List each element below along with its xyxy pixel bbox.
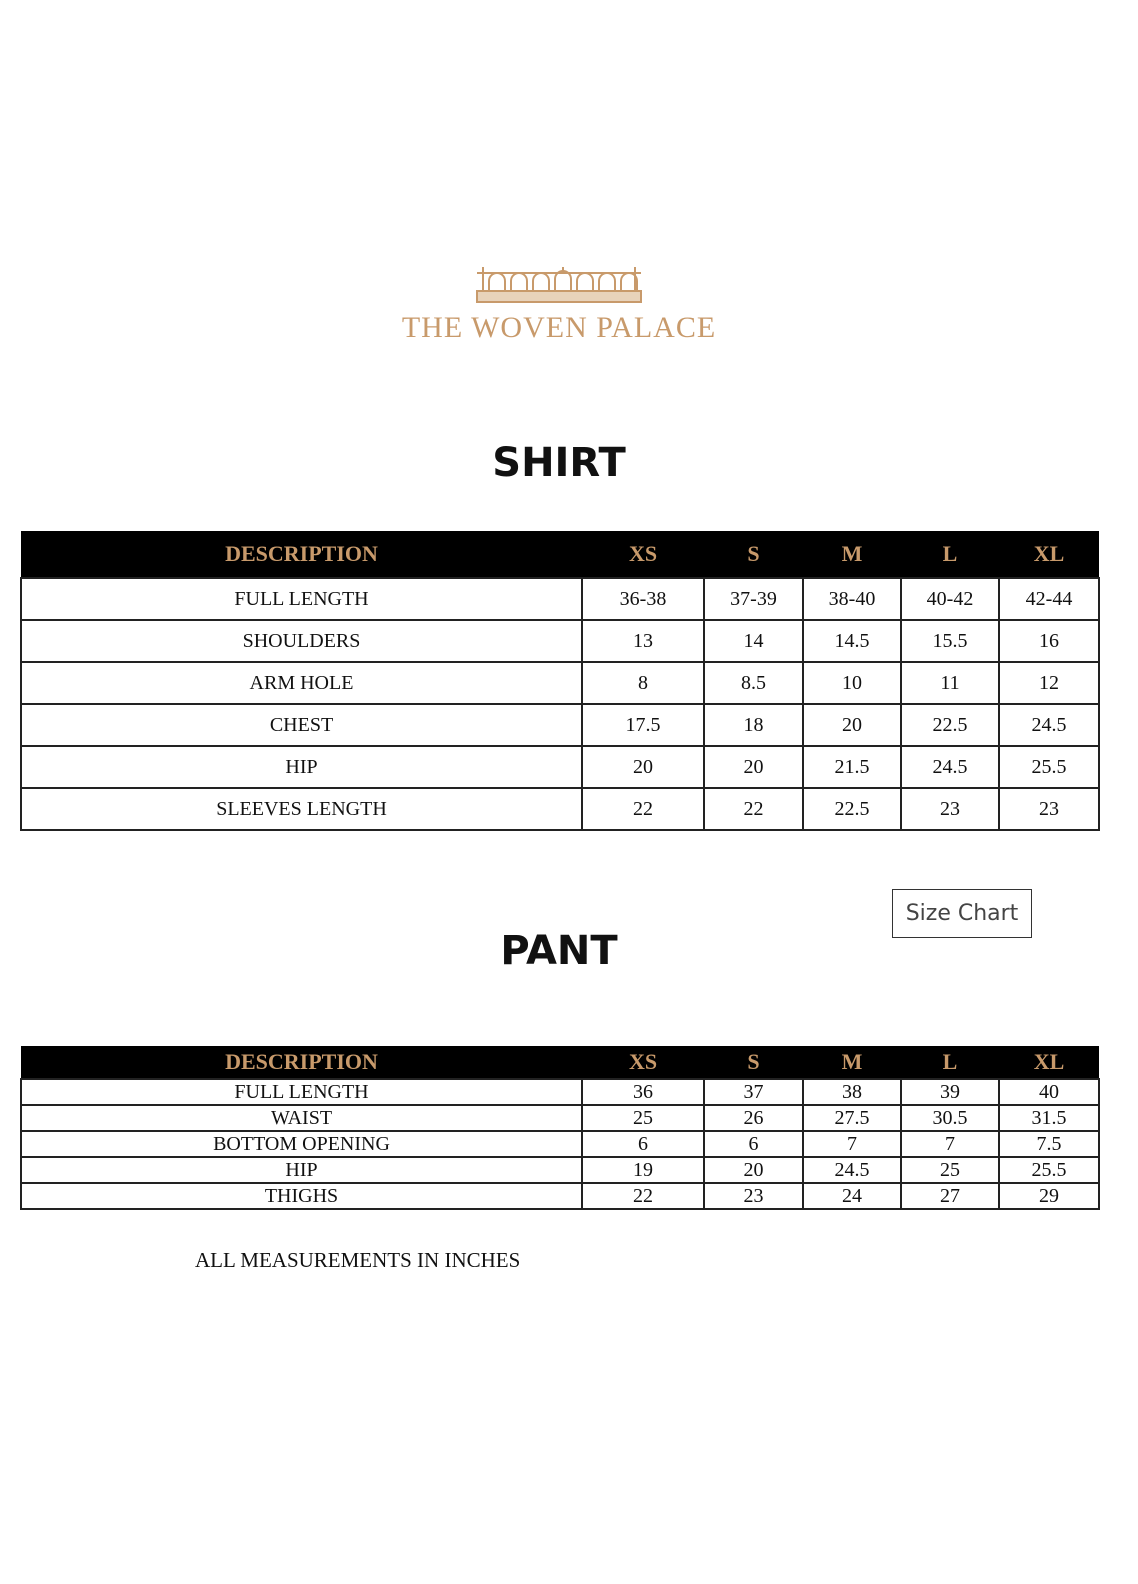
row-label: HIP bbox=[21, 746, 582, 788]
cell-s: 22 bbox=[704, 788, 803, 830]
cell-xs: 8 bbox=[582, 662, 704, 704]
cell-l: 23 bbox=[901, 788, 999, 830]
cell-l: 7 bbox=[901, 1131, 999, 1157]
row-label: CHEST bbox=[21, 704, 582, 746]
cell-xl: 12 bbox=[999, 662, 1099, 704]
pant-size-table bbox=[20, 1046, 1100, 1210]
cell-xl: 7.5 bbox=[999, 1131, 1099, 1157]
cell-s: 37 bbox=[704, 1079, 803, 1105]
cell-s: 20 bbox=[704, 746, 803, 788]
cell-xs: 19 bbox=[582, 1157, 704, 1183]
cell-s: 26 bbox=[704, 1105, 803, 1131]
cell-m: 24.5 bbox=[803, 1157, 901, 1183]
cell-xl: 16 bbox=[999, 620, 1099, 662]
table-row bbox=[21, 662, 1099, 704]
table-row bbox=[21, 1131, 1099, 1157]
cell-xl: 40 bbox=[999, 1079, 1099, 1105]
header-xs: XS bbox=[582, 531, 704, 578]
table-row bbox=[21, 1079, 1099, 1105]
table-row bbox=[21, 1157, 1099, 1183]
shirt-size-table bbox=[20, 531, 1100, 831]
cell-s: 18 bbox=[704, 704, 803, 746]
row-label: FULL LENGTH bbox=[21, 578, 582, 620]
palace-emblem-icon bbox=[475, 265, 643, 305]
header-m: M bbox=[803, 531, 901, 578]
cell-xs: 36 bbox=[582, 1079, 704, 1105]
cell-m: 21.5 bbox=[803, 746, 901, 788]
cell-l: 30.5 bbox=[901, 1105, 999, 1131]
cell-s: 37-39 bbox=[704, 578, 803, 620]
table-row bbox=[21, 788, 1099, 830]
header-description: DESCRIPTION bbox=[21, 531, 582, 578]
header-m: M bbox=[803, 1046, 901, 1079]
cell-m: 14.5 bbox=[803, 620, 901, 662]
cell-xs: 22 bbox=[582, 1183, 704, 1209]
cell-m: 22.5 bbox=[803, 788, 901, 830]
header-xl: XL bbox=[999, 1046, 1099, 1079]
brand-name: THE WOVEN PALACE bbox=[401, 311, 717, 344]
cell-xl: 23 bbox=[999, 788, 1099, 830]
measurement-note: ALL MEASUREMENTS IN INCHES bbox=[195, 1248, 521, 1272]
table-header-row bbox=[21, 531, 1099, 578]
header-xs: XS bbox=[582, 1046, 704, 1079]
cell-xl: 25.5 bbox=[999, 746, 1099, 788]
cell-m: 24 bbox=[803, 1183, 901, 1209]
table-row bbox=[21, 704, 1099, 746]
table-row bbox=[21, 1183, 1099, 1209]
header-description: DESCRIPTION bbox=[21, 1046, 582, 1079]
cell-xl: 42-44 bbox=[999, 578, 1099, 620]
cell-m: 10 bbox=[803, 662, 901, 704]
cell-xs: 20 bbox=[582, 746, 704, 788]
table-row bbox=[21, 620, 1099, 662]
cell-m: 38 bbox=[803, 1079, 901, 1105]
header-xl: XL bbox=[999, 531, 1099, 578]
cell-l: 24.5 bbox=[901, 746, 999, 788]
row-label: ARM HOLE bbox=[21, 662, 582, 704]
table-row bbox=[21, 1105, 1099, 1131]
cell-l: 27 bbox=[901, 1183, 999, 1209]
table-row bbox=[21, 746, 1099, 788]
cell-xl: 24.5 bbox=[999, 704, 1099, 746]
cell-xl: 29 bbox=[999, 1183, 1099, 1209]
cell-xl: 25.5 bbox=[999, 1157, 1099, 1183]
cell-l: 40-42 bbox=[901, 578, 999, 620]
cell-s: 20 bbox=[704, 1157, 803, 1183]
size-chart-button[interactable]: Size Chart bbox=[892, 889, 1032, 938]
row-label: SHOULDERS bbox=[21, 620, 582, 662]
cell-l: 22.5 bbox=[901, 704, 999, 746]
row-label: SLEEVES LENGTH bbox=[21, 788, 582, 830]
row-label: HIP bbox=[21, 1157, 582, 1183]
table-header-row bbox=[21, 1046, 1099, 1079]
row-label: THIGHS bbox=[21, 1183, 582, 1209]
cell-m: 20 bbox=[803, 704, 901, 746]
shirt-title: SHIRT bbox=[492, 440, 626, 486]
cell-s: 6 bbox=[704, 1131, 803, 1157]
cell-xs: 22 bbox=[582, 788, 704, 830]
cell-l: 11 bbox=[901, 662, 999, 704]
cell-m: 7 bbox=[803, 1131, 901, 1157]
cell-s: 8.5 bbox=[704, 662, 803, 704]
header-l: L bbox=[901, 531, 999, 578]
cell-xs: 36-38 bbox=[582, 578, 704, 620]
cell-xs: 17.5 bbox=[582, 704, 704, 746]
cell-xl: 31.5 bbox=[999, 1105, 1099, 1131]
cell-s: 14 bbox=[704, 620, 803, 662]
row-label: WAIST bbox=[21, 1105, 582, 1131]
brand-logo bbox=[0, 265, 1118, 345]
table-row bbox=[21, 578, 1099, 620]
cell-m: 27.5 bbox=[803, 1105, 901, 1131]
row-label: FULL LENGTH bbox=[21, 1079, 582, 1105]
cell-l: 39 bbox=[901, 1079, 999, 1105]
cell-l: 25 bbox=[901, 1157, 999, 1183]
cell-xs: 25 bbox=[582, 1105, 704, 1131]
row-label: BOTTOM OPENING bbox=[21, 1131, 582, 1157]
pant-title: PANT bbox=[500, 928, 618, 974]
cell-l: 15.5 bbox=[901, 620, 999, 662]
cell-xs: 6 bbox=[582, 1131, 704, 1157]
cell-s: 23 bbox=[704, 1183, 803, 1209]
header-l: L bbox=[901, 1046, 999, 1079]
header-s: S bbox=[704, 1046, 803, 1079]
cell-m: 38-40 bbox=[803, 578, 901, 620]
cell-xs: 13 bbox=[582, 620, 704, 662]
header-s: S bbox=[704, 531, 803, 578]
